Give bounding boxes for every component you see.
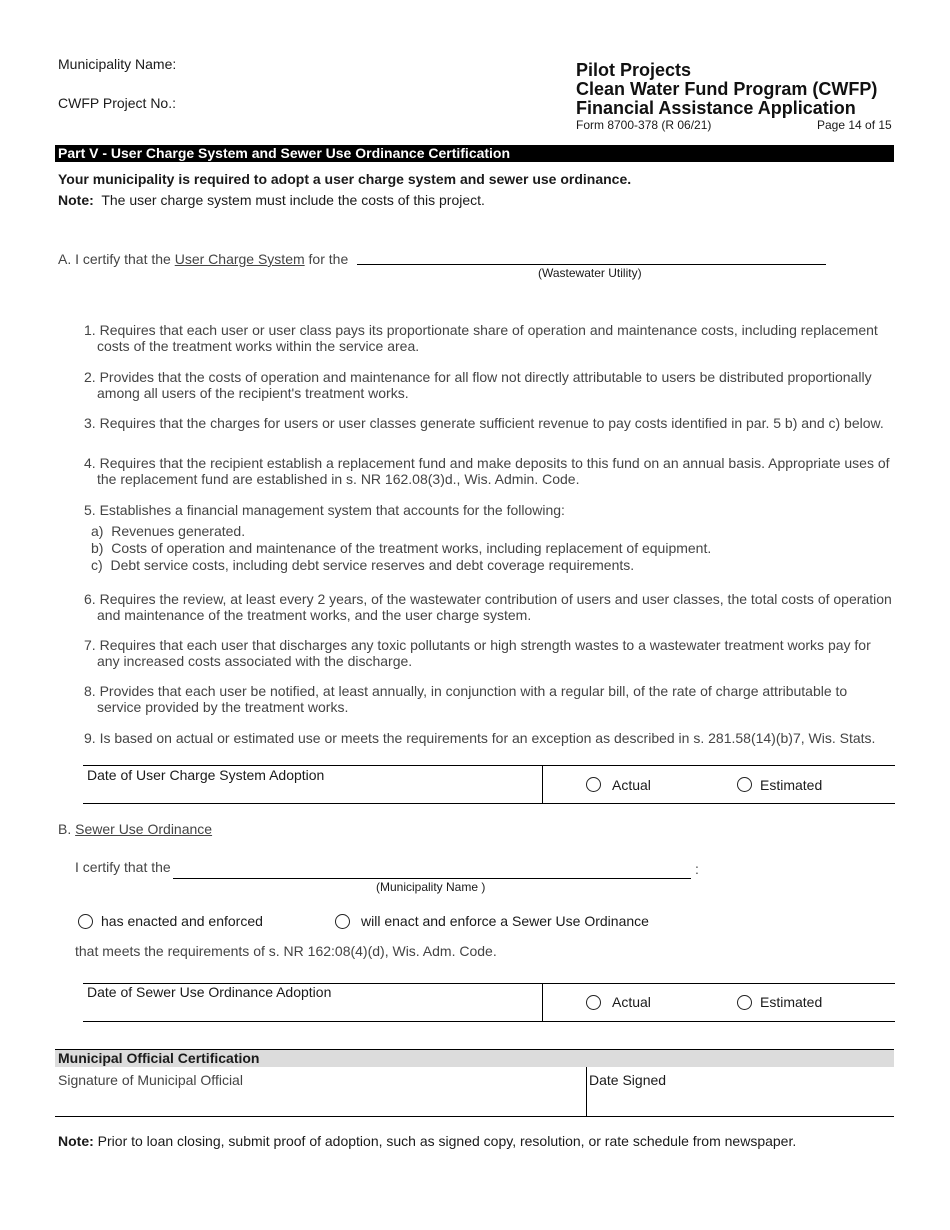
divider (586, 1067, 587, 1117)
user-charge-adoption-date-field[interactable] (86, 784, 536, 801)
signature-label: Signature of Municipal Official (58, 1072, 243, 1088)
divider (83, 1021, 895, 1022)
sewer-use-adoption-date-label: Date of Sewer Use Ordinance Adoption (87, 984, 332, 1000)
list-item: 7. Requires that each user that discharges any toxic pollutants or high strength wastes to a wastewater treatment works pay for any increased costs associated with the discharge. (84, 637, 871, 669)
municipality-name-label: Municipality Name: (58, 56, 177, 72)
list-item: 2. Provides that the costs of operation and maintenance for all flow not directly attributable to users be distributed proportionally among all users of the recipient's treatment works. (84, 369, 872, 401)
enacted-label: has enacted and enforced (101, 913, 263, 929)
sub-list-item: a) Revenues generated. (91, 523, 246, 539)
wastewater-utility-caption: (Wastewater Utility) (538, 266, 642, 280)
meets-requirements-text: that meets the requirements of s. NR 162:08(4)(d), Wis. Adm. Code. (75, 943, 497, 959)
sewer-use-adoption-date-field[interactable] (86, 1001, 536, 1018)
user-charge-actual-label: Actual (612, 777, 651, 793)
municipality-name-field[interactable] (173, 878, 691, 879)
section-a-statement (58, 251, 348, 267)
user-charge-system-link: User Charge System (174, 251, 305, 267)
sub-list-item: b) Costs of operation and maintenance of the treatment works, including replacement of equipment. (91, 540, 712, 556)
title-line-1: Pilot Projects (576, 60, 692, 80)
divider (55, 1116, 894, 1117)
wastewater-utility-field[interactable] (357, 264, 826, 265)
divider (83, 803, 895, 804)
note-label: Note: (58, 192, 94, 208)
list-item: 5. Establishes a financial management system that accounts for the following: (84, 502, 565, 518)
divider (542, 765, 543, 804)
list-item: 3. Requires that the charges for users or user classes generate sufficient revenue to pay costs identified in par. 5 b) and c) below. (84, 415, 884, 431)
enacted-radio[interactable] (78, 914, 93, 929)
section-a-suffix: for the (308, 251, 349, 267)
note-text: The user charge system must include the costs of this project. (101, 192, 485, 208)
form-title (576, 61, 906, 118)
requirement-statement: Your municipality is required to adopt a user charge system and sewer use ordinance. (58, 171, 632, 187)
list-item: 1. Requires that each user or user class pays its proportionate share of operation and maintenance costs, including replacement costs of the treatment works within the service area. (84, 322, 878, 354)
form-number: Form 8700-378 (R 06/21) (576, 118, 712, 132)
municipality-name-caption: (Municipality Name ) (376, 880, 486, 894)
sewer-use-ordinance-link: Sewer Use Ordinance (75, 821, 213, 837)
list-item: 4. Requires that the recipient establish a replacement fund and make deposits to this fund on an annual basis. Appropriate uses of the replacement fund are established in s. NR 162.08(3)d., Wis. Admin. Code. (84, 455, 890, 487)
sewer-use-actual-radio[interactable] (586, 995, 601, 1010)
will-enact-radio[interactable] (335, 914, 350, 929)
user-charge-adoption-date-label: Date of User Charge System Adoption (87, 767, 325, 783)
date-signed-field[interactable] (590, 1090, 890, 1114)
list-item: 6. Requires the review, at least every 2 years, of the wastewater contribution of users and user classes, the total costs of operation and maintenance of the treatment works, and the user charge system. (84, 591, 892, 623)
user-charge-estimated-label: Estimated (760, 777, 823, 793)
project-number-label: CWFP Project No.: (58, 95, 176, 111)
certify-colon: : (695, 861, 699, 877)
section-b-prefix: B. (58, 821, 72, 837)
part-v-note (58, 192, 485, 208)
user-charge-actual-radio[interactable] (586, 777, 601, 792)
footer-note-text: Prior to loan closing, submit proof of adoption, such as signed copy, resolution, or rate schedule from newspaper. (97, 1133, 797, 1149)
date-signed-label: Date Signed (589, 1072, 667, 1088)
title-line-2: Clean Water Fund Program (CWFP) (576, 79, 878, 99)
footer-note-label: Note: (58, 1133, 94, 1149)
title-line-3: Financial Assistance Application (576, 98, 856, 118)
part-v-heading: Part V - User Charge System and Sewer Use Ordinance Certification (55, 145, 894, 162)
will-enact-label: will enact and enforce a Sewer Use Ordinance (361, 913, 649, 929)
user-charge-estimated-radio[interactable] (737, 777, 752, 792)
sewer-use-estimated-radio[interactable] (737, 995, 752, 1010)
divider (542, 983, 543, 1022)
section-b-heading (58, 821, 212, 837)
sewer-use-actual-label: Actual (612, 994, 651, 1010)
certification-heading: Municipal Official Certification (55, 1050, 894, 1067)
divider (83, 765, 895, 766)
sewer-use-estimated-label: Estimated (760, 994, 823, 1010)
list-item: 9. Is based on actual or estimated use or meets the requirements for an exception as described in s. 281.58(14)(b)7, Wis. Stats. (84, 730, 876, 746)
page-number: Page 14 of 15 (817, 118, 892, 132)
footer-note (58, 1133, 796, 1149)
section-b-certify: I certify that the (75, 859, 171, 875)
sub-list-item: c) Debt service costs, including debt service reserves and debt coverage requirements. (91, 557, 635, 573)
list-item: 8. Provides that each user be notified, at least annually, in conjunction with a regular bill, of the rate of charge attributable to service provided by the treatment works. (84, 683, 848, 715)
section-a-prefix: A. I certify that the (58, 251, 171, 267)
signature-field[interactable] (58, 1090, 578, 1114)
